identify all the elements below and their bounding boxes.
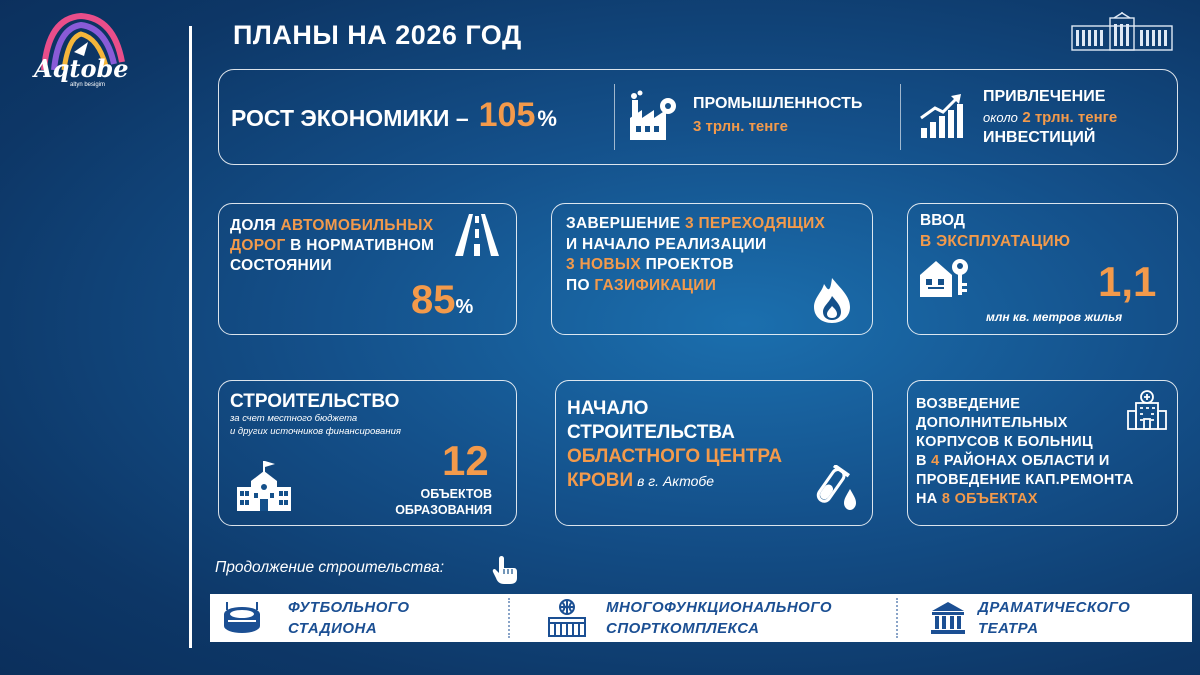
school-icon (237, 461, 291, 513)
investment-prefix: около (983, 110, 1018, 125)
roads-t1: ДОЛЯ (230, 217, 281, 234)
theatre-item[interactable] (930, 594, 1130, 642)
gas-card (551, 203, 873, 335)
gas-l1: ЗАВЕРШЕНИЕ (566, 215, 685, 232)
stadium-label-2: СТАДИОНА (288, 620, 378, 637)
gas-l4: ПО (566, 276, 595, 294)
test-tube-icon (810, 465, 858, 513)
blood-l2: СТРОИТЕЛЬСТВА (567, 422, 735, 443)
continuation-bar (210, 594, 1192, 642)
government-building-icon (1070, 12, 1174, 52)
blood-center-card (555, 380, 873, 526)
housing-t2o: В ЭКСПЛУАТАЦИЮ (920, 233, 1071, 250)
bar-divider-1 (508, 598, 510, 638)
gas-l1o: 3 ПЕРЕХОДЯЩИХ (684, 215, 826, 232)
investment-value-row (983, 109, 1117, 127)
continuation-label: Продолжение строительства: (215, 559, 445, 576)
construction-sub1: за счет местного бюджета (230, 413, 358, 424)
hospitals-card (907, 380, 1178, 526)
construction-card (218, 380, 517, 526)
blood-text (567, 397, 782, 493)
growth-value: 105 (478, 96, 536, 134)
house-key-icon (920, 257, 970, 297)
hospitals-l3: КОРПУСОВ К БОЛЬНИЦ (916, 434, 1093, 450)
gas-l3: ПРОЕКТОВ (640, 256, 734, 273)
top-divider-1 (614, 84, 615, 150)
hospitals-text (916, 395, 1134, 509)
housing-t1: ВВОД (920, 212, 965, 229)
investment-suffix: ИНВЕСТИЦИЙ (983, 129, 1096, 146)
roads-text (230, 216, 434, 276)
construction-label2: ОБРАЗОВАНИЯ (395, 503, 492, 517)
construction-label1: ОБЪЕКТОВ (420, 487, 492, 501)
hospitals-l6o: 8 ОБЪЕКТАХ (941, 491, 1038, 507)
stadium-label-1: ФУТБОЛЬНОГО (288, 599, 410, 616)
road-icon (451, 214, 503, 256)
vertical-divider (189, 26, 192, 648)
blood-l4o: КРОВИ (567, 470, 634, 491)
factory-gear-icon (628, 90, 680, 142)
construction-sub2: и других источников финансирования (230, 426, 401, 437)
industry-value: 3 трлн. тенге (693, 118, 788, 135)
housing-unit: млн кв. метров жилья (986, 310, 1123, 324)
theatre-label-2: ТЕАТРА (978, 620, 1039, 637)
growth-row (231, 96, 557, 135)
gas-l2: И НАЧАЛО РЕАЛИЗАЦИИ (566, 235, 767, 253)
hospitals-l4o: 4 (931, 453, 940, 469)
blood-l1: НАЧАЛО (567, 398, 649, 419)
theatre-label-1: ДРАМАТИЧЕСКОГО (978, 599, 1131, 616)
roads-unit: % (455, 296, 474, 318)
roads-value-row (411, 278, 473, 323)
stadium-icon (222, 602, 262, 634)
bar-divider-2 (896, 598, 898, 638)
housing-value: 1,1 (1098, 258, 1157, 305)
construction-title: СТРОИТЕЛЬСТВО (230, 391, 400, 412)
industry-title: ПРОМЫШЛЕННОСТЬ (693, 95, 863, 112)
roads-t2: В НОРМАТИВНОМ (285, 237, 435, 254)
pointer-hand-icon[interactable] (492, 554, 518, 584)
roads-t2o: ДОРОГ (230, 237, 286, 254)
theatre-icon (930, 601, 966, 635)
gas-l3o: 3 НОВЫХ (566, 256, 641, 273)
investment-value: 2 трлн. тенге (1022, 109, 1118, 126)
logo (26, 12, 136, 92)
logo-text: Aqtobe (34, 54, 129, 83)
hospitals-l1: ВОЗВЕДЕНИЕ (916, 396, 1021, 412)
stadium-item[interactable] (222, 594, 410, 642)
sport-complex-label-2: СПОРТКОМПЛЕКСА (606, 620, 760, 637)
sport-complex-icon (546, 598, 588, 638)
blood-l3o: ОБЛАСТНОГО ЦЕНТРА (567, 446, 783, 467)
page-title: ПЛАНЫ НА 2026 ГОД (233, 20, 522, 50)
top-divider-2 (900, 84, 901, 150)
top-panel (218, 69, 1178, 165)
hospitals-l6a: НА (916, 491, 942, 507)
construction-value: 12 (442, 437, 489, 484)
investment-title: ПРИВЛЕЧЕНИЕ (983, 88, 1106, 105)
gas-flame-icon (810, 276, 854, 324)
housing-card (907, 203, 1178, 335)
gas-l4o: ГАЗИФИКАЦИИ (594, 276, 717, 294)
hospitals-l4a: В (916, 453, 932, 469)
hospitals-l2: ДОПОЛНИТЕЛЬНЫХ (916, 415, 1068, 431)
hospitals-l4b: РАЙОНАХ ОБЛАСТИ И (939, 453, 1110, 469)
roads-t1o: АВТОМОБИЛЬНЫХ (280, 217, 434, 234)
gas-text (566, 214, 825, 296)
growth-label: РОСТ ЭКОНОМИКИ – (231, 105, 469, 131)
hospitals-l5: ПРОВЕДЕНИЕ КАП.РЕМОНТА (916, 472, 1134, 488)
sport-complex-item[interactable] (546, 594, 832, 642)
sport-complex-label-1: МНОГОФУНКЦИОНАЛЬНОГО (606, 599, 832, 616)
roads-value: 85 (411, 278, 456, 322)
blood-l4: в г. Актобе (633, 473, 715, 489)
growth-chart-icon (919, 92, 965, 140)
hospital-icon (1126, 389, 1168, 431)
logo-subtext: altyn besigim (70, 82, 106, 88)
roads-t3: СОСТОЯНИИ (230, 257, 332, 274)
roads-card (218, 203, 517, 335)
growth-unit: % (537, 106, 557, 131)
